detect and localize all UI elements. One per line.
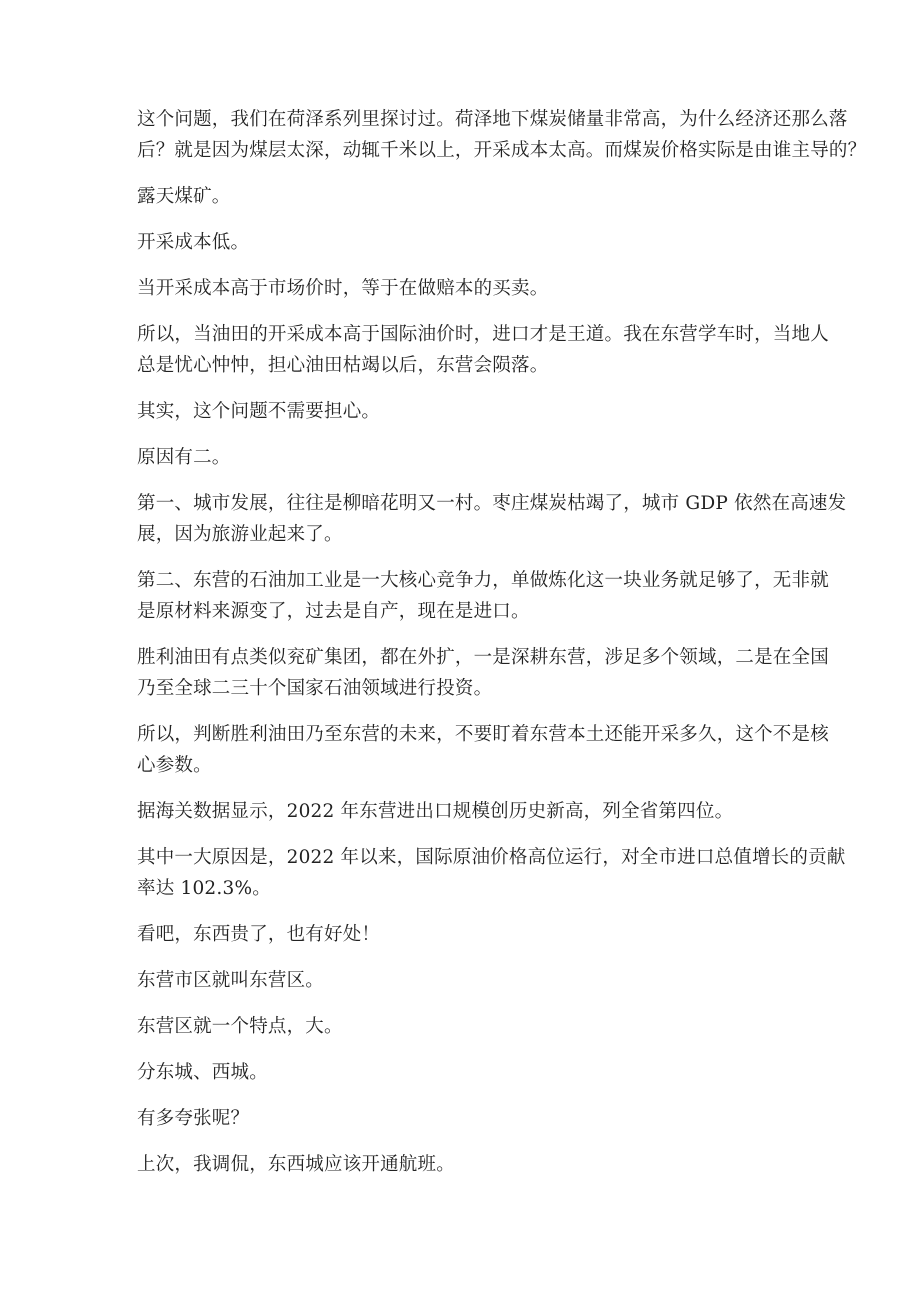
paragraph	[137, 1149, 817, 1180]
text-line: 乃至全球二三十个国家石油领域进行投资。	[137, 678, 493, 699]
text-line: 露天煤矿。	[137, 186, 231, 207]
paragraph	[137, 181, 817, 212]
text-line: 有多夸张呢？	[137, 1108, 250, 1129]
paragraph	[137, 273, 817, 304]
text-line: 东营区就一个特点，大。	[137, 1016, 343, 1037]
text-line: 东营市区就叫东营区。	[137, 970, 325, 991]
text-line: 心参数。	[137, 755, 212, 776]
text-line: 率达 102.3%。	[137, 878, 271, 899]
text-line: 第二、东营的石油加工业是一大核心竞争力，单做炼化这一块业务就足够了，无非就	[137, 570, 829, 591]
text-line: 上次，我调侃，东西城应该开通航班。	[137, 1154, 455, 1175]
text-line: 胜利油田有点类似兖矿集团，都在外扩，一是深耕东营，涉足多个领域，二是在全国	[137, 647, 829, 668]
paragraph	[137, 104, 867, 166]
document-page	[137, 104, 867, 1195]
text-line: 看吧，东西贵了，也有好处！	[137, 924, 381, 945]
text-line: 当开采成本高于市场价时，等于在做赔本的买卖。	[137, 278, 549, 299]
paragraph	[137, 565, 829, 627]
text-line: 分东城、西城。	[137, 1062, 268, 1083]
text-line: 是原材料来源变了，过去是自产，现在是进口。	[137, 601, 530, 622]
paragraph	[137, 442, 817, 473]
text-line: 这个问题，我们在荷泽系列里探讨过。荷泽地下煤炭储量非常高，为什么经济还那么落	[137, 109, 848, 130]
text-line: 所以，判断胜利油田乃至东营的未来，不要盯着东营本土还能开采多久，这个不是核	[137, 724, 829, 745]
text-line: 原因有二。	[137, 447, 231, 468]
text-line: 其中一大原因是，2022 年以来，国际原油价格高位运行，对全市进口总值增长的贡献	[137, 847, 846, 868]
paragraph	[137, 319, 829, 381]
paragraph	[137, 1057, 817, 1088]
paragraph	[137, 1011, 817, 1042]
paragraph	[137, 1103, 817, 1134]
text-line: 开采成本低。	[137, 232, 250, 253]
text-line: 据海关数据显示，2022 年东营进出口规模创历史新高，列全省第四位。	[137, 801, 734, 822]
paragraph	[137, 719, 829, 781]
text-line: 所以，当油田的开采成本高于国际油价时，进口才是王道。我在东营学车时，当地人	[137, 324, 829, 345]
text-line: 其实，这个问题不需要担心。	[137, 401, 381, 422]
paragraph	[137, 227, 817, 258]
text-line: 展，因为旅游业起来了。	[137, 524, 343, 545]
paragraph	[137, 396, 817, 427]
paragraph	[137, 488, 847, 550]
paragraph	[137, 796, 817, 827]
paragraph	[137, 919, 817, 950]
text-line: 总是忧心忡忡，担心油田枯竭以后，东营会陨落。	[137, 355, 549, 376]
paragraph	[137, 842, 846, 904]
text-line: 后？就是因为煤层太深，动辄千米以上，开采成本太高。而煤炭价格实际是由谁主导的？	[137, 140, 867, 161]
paragraph	[137, 965, 817, 996]
text-line: 第一、城市发展，往往是柳暗花明又一村。枣庄煤炭枯竭了，城市 GDP 依然在高速发	[137, 493, 847, 514]
paragraph	[137, 642, 829, 704]
